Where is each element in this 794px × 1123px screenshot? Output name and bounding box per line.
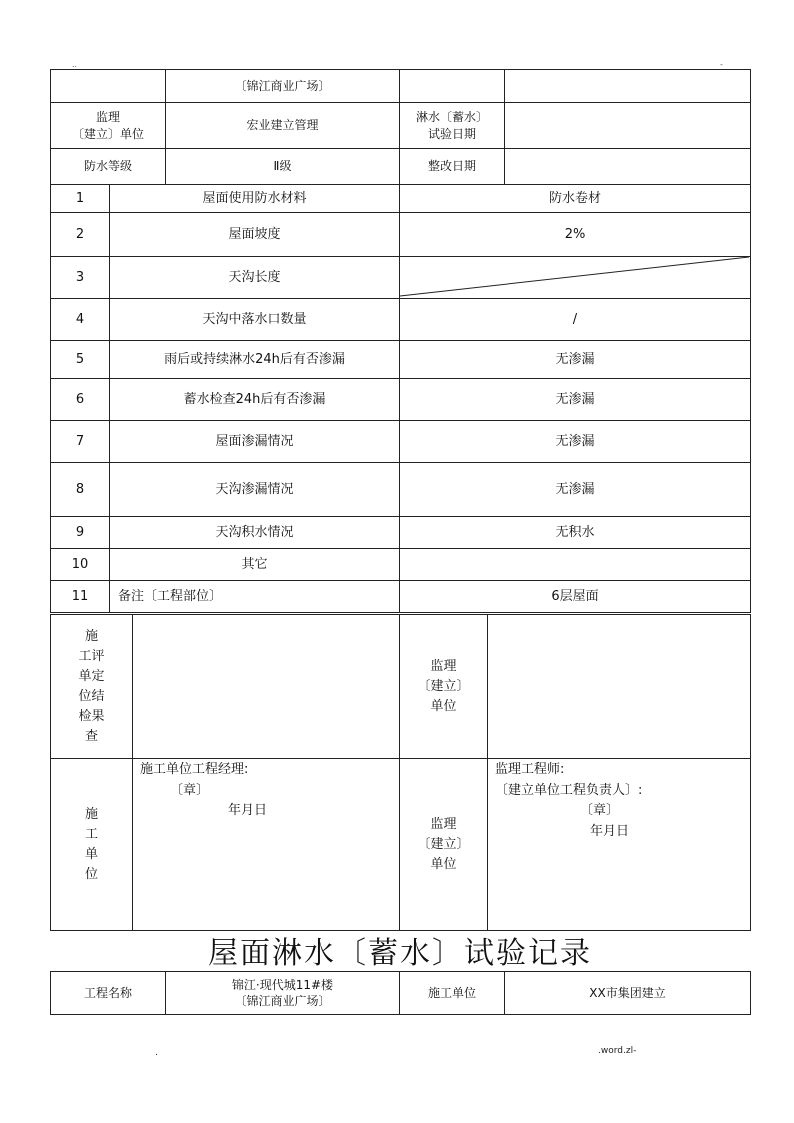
construction-unit-label — [51, 759, 133, 931]
eval-label-c: 单定 — [78, 668, 105, 684]
supervision-unit-label — [51, 103, 166, 149]
project-name-line1: 锦江·现代城11#楼 — [231, 977, 334, 992]
item-value: 无渗漏 — [400, 379, 751, 421]
table-row — [51, 549, 751, 581]
top-right-mark: - — [720, 60, 723, 69]
footer-right-text: .word.zl- — [598, 1046, 637, 1056]
constr-unit-char-1: 施 — [84, 806, 98, 822]
table-row — [51, 341, 751, 379]
item-value — [400, 549, 751, 581]
project-manager-label: 施工单位工程经理: — [140, 762, 249, 777]
construction-evaluation-content — [133, 615, 400, 759]
item-value: 无渗漏 — [400, 463, 751, 517]
item-value: 无积水 — [400, 517, 751, 549]
sup-eval-label-2: 〔建立〕 — [417, 678, 470, 694]
eval-label-b: 工评 — [78, 648, 105, 664]
waterproof-grade-value: Ⅱ级 — [166, 149, 400, 185]
item-name: 天沟中落水口数量 — [110, 299, 400, 341]
item-name: 其它 — [110, 549, 400, 581]
item-value: 防水卷材 — [400, 185, 751, 213]
item-value: 无渗漏 — [400, 421, 751, 463]
slash-line — [400, 257, 749, 296]
item-name: 雨后或持续淋水24h后有否渗漏 — [110, 341, 400, 379]
footer-left-mark: . — [155, 1048, 158, 1058]
sup-sign-label-3: 单位 — [430, 856, 457, 872]
sup-eval-label-1: 监理 — [430, 658, 457, 674]
project-name-cell: 〔锦江商业广场〕 — [166, 70, 400, 103]
project-name-value — [166, 972, 400, 1015]
test-date-label-line1: 淋水〔蓄水〕 — [415, 110, 488, 125]
header-blank-cell — [51, 70, 166, 103]
table-row — [51, 379, 751, 421]
sup-sign-label-2: 〔建立〕 — [417, 836, 470, 852]
header-blank-cell — [505, 70, 751, 103]
construction-unit-label-cell: 施工单位 — [400, 972, 505, 1015]
test-date-label-line2: 试验日期 — [427, 126, 476, 141]
item-number: 10 — [51, 549, 110, 581]
item-value: 6层屋面 — [400, 581, 751, 613]
table-row — [51, 463, 751, 517]
constr-unit-char-3: 单 — [84, 846, 98, 862]
eval-label-d: 位结 — [78, 688, 105, 704]
table-row — [51, 213, 751, 257]
supervision-engineer-label: 监理工程师: — [495, 762, 565, 777]
table-row — [51, 517, 751, 549]
project-info-table — [50, 971, 751, 1015]
table-row — [51, 299, 751, 341]
sup-sign-label-1: 监理 — [430, 816, 457, 832]
seal-right: 〔章〕 — [580, 803, 620, 818]
constr-unit-char-2: 工 — [84, 826, 98, 842]
date-left: 年月日 — [228, 803, 268, 818]
supervision-evaluation-content — [488, 615, 751, 759]
supervision-unit-value: 宏业建立管理 — [166, 103, 400, 149]
table-row — [51, 421, 751, 463]
item-name: 备注〔工程部位〕 — [110, 581, 400, 613]
test-date-label — [400, 103, 505, 149]
eval-label-f: 查 — [84, 728, 98, 744]
owner-responsible-label: 〔建立单位工程负责人〕: — [495, 783, 643, 798]
inspection-items-table — [50, 184, 751, 613]
item-name: 天沟长度 — [110, 257, 400, 299]
item-name: 天沟积水情况 — [110, 517, 400, 549]
item-value: 2% — [400, 213, 751, 257]
item-number: 7 — [51, 421, 110, 463]
seal-left: 〔章〕 — [170, 783, 210, 798]
item-number: 11 — [51, 581, 110, 613]
supervision-label-line2: 〔建立〕单位 — [71, 126, 144, 141]
item-name: 天沟渗漏情况 — [110, 463, 400, 517]
item-name: 屋面使用防水材料 — [110, 185, 400, 213]
date-right: 年月日 — [590, 824, 630, 839]
construction-evaluation-label — [51, 615, 133, 759]
item-number: 1 — [51, 185, 110, 213]
supervision-label-line1: 监理 — [95, 110, 120, 125]
item-name: 蓄水检查24h后有否渗漏 — [110, 379, 400, 421]
project-name-label: 工程名称 — [51, 972, 166, 1015]
supervision-unit-label-2 — [400, 759, 488, 931]
slash-mark — [399, 256, 750, 298]
item-name: 屋面渗漏情况 — [110, 421, 400, 463]
item-name: 屋面坡度 — [110, 213, 400, 257]
item-number: 9 — [51, 517, 110, 549]
header-blank-cell — [400, 70, 505, 103]
document-title: 屋面淋水〔蓄水〕试验记录 — [208, 936, 592, 971]
header-info-table — [50, 69, 751, 185]
item-number: 4 — [51, 299, 110, 341]
eval-label-a: 施 — [84, 628, 98, 644]
rectify-date-value — [505, 149, 751, 185]
item-number: 2 — [51, 213, 110, 257]
project-name-line2: 〔锦江商业广场〕 — [234, 994, 331, 1008]
test-date-value — [505, 103, 751, 149]
table-row — [51, 185, 751, 213]
item-number: 8 — [51, 463, 110, 517]
item-number: 3 — [51, 257, 110, 299]
item-number: 5 — [51, 341, 110, 379]
item-number: 6 — [51, 379, 110, 421]
supervision-evaluation-label — [400, 615, 488, 759]
construction-unit-value: XX市集团建立 — [505, 972, 751, 1015]
item-value: 无渗漏 — [400, 341, 751, 379]
top-left-mark: .. — [72, 60, 78, 69]
constr-unit-char-4: 位 — [84, 866, 98, 882]
sup-eval-label-3: 单位 — [430, 698, 457, 714]
waterproof-grade-label: 防水等级 — [51, 149, 166, 185]
rectify-date-label: 整改日期 — [400, 149, 505, 185]
item-value: / — [400, 299, 751, 341]
table-row — [51, 581, 751, 613]
eval-label-e: 检果 — [78, 708, 105, 724]
